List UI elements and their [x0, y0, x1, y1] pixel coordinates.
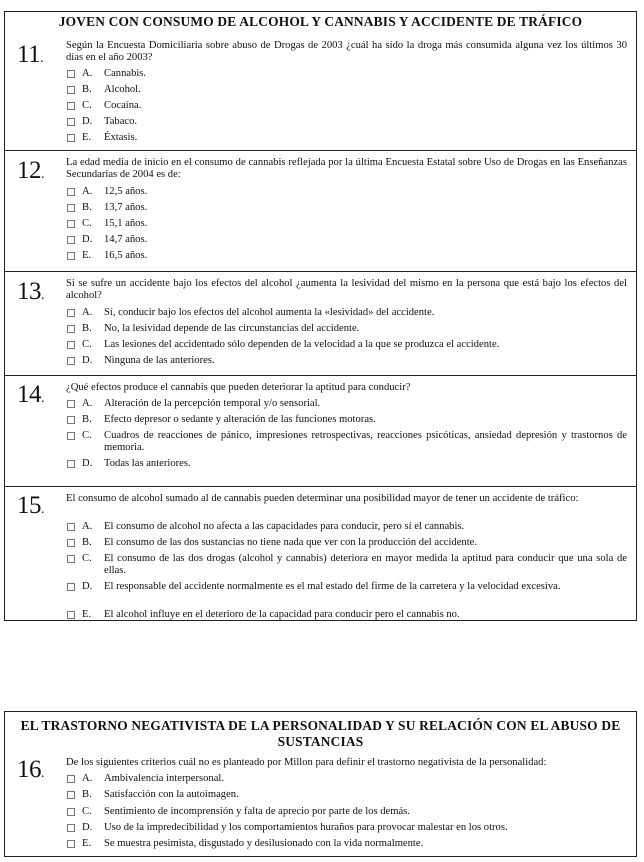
- checkbox-icon[interactable]: [67, 555, 75, 563]
- option-letter: A.: [82, 773, 93, 784]
- option-text: 14,7 años.: [104, 234, 148, 245]
- option-text: 12,5 años.: [104, 186, 148, 197]
- option-text: Ambivalencia interpersonal.: [104, 773, 225, 784]
- option-letter: B.: [82, 323, 92, 334]
- question-stem: El consumo de alcohol sumado al de cannabis pueden determinar una posibilidad mayor de tener un accidente de tráfico:: [66, 493, 579, 504]
- option-letter: A.: [82, 68, 93, 79]
- option-text: Cuadros de reacciones de pánico, impresiones retrospectivas, reacciones psicóticas, ansiedad depresión y trastornos de memoria.: [104, 430, 627, 453]
- option-text: Cocaína.: [104, 100, 142, 111]
- option-letter: E.: [82, 250, 92, 261]
- checkbox-icon[interactable]: [67, 583, 75, 591]
- option-letter: C.: [82, 806, 92, 817]
- checkbox-icon[interactable]: [67, 188, 75, 196]
- checkbox-icon[interactable]: [67, 791, 75, 799]
- option-text: Alteración de la percepción temporal y/o sensorial.: [104, 398, 321, 409]
- checkbox-icon[interactable]: [67, 357, 75, 365]
- option-text: El alcohol influye en el deterioro de la capacidad para conducir pero el cannabis no.: [104, 609, 460, 620]
- checkbox-icon[interactable]: [67, 341, 75, 349]
- checkbox-icon[interactable]: [67, 460, 75, 468]
- option-text: El consumo de las dos sustancias no tiene nada que ver con la producción del accidente.: [104, 537, 478, 548]
- option-letter: D.: [82, 458, 93, 469]
- option-text: Todas las anteriores.: [104, 458, 191, 469]
- question-number: 11.: [17, 41, 44, 68]
- option-letter: D.: [82, 581, 93, 592]
- option-text: Ninguna de las anteriores.: [104, 355, 215, 366]
- option-letter: A.: [82, 398, 93, 409]
- checkbox-icon[interactable]: [67, 824, 75, 832]
- checkbox-icon[interactable]: [67, 775, 75, 783]
- option-letter: D.: [82, 822, 93, 833]
- option-text: Éxtasis.: [104, 132, 138, 143]
- option-text: 15,1 años.: [104, 218, 148, 229]
- option-text: Sentimiento de incomprensión y falta de aprecio por parte de los demás.: [104, 806, 410, 817]
- checkbox-icon[interactable]: [67, 309, 75, 317]
- option-text: Se muestra pesimista, disgustado y desilusionado con la vida normalmente.: [104, 838, 424, 849]
- option-text: Uso de la impredecibilidad y los comportamientos huraños para provocar malestar en los otros.: [104, 822, 508, 833]
- option-text: El consumo de las dos drogas (alcohol y cannabis) deteriora en mayor medida la aptitud para conducir que una sola de ellas.: [104, 553, 627, 576]
- checkbox-icon[interactable]: [67, 325, 75, 333]
- option-letter: C.: [82, 339, 92, 350]
- option-letter: A.: [82, 521, 93, 532]
- question-number: 14.: [17, 381, 44, 408]
- checkbox-icon[interactable]: [67, 204, 75, 212]
- option-text: 16,5 años.: [104, 250, 148, 261]
- checkbox-icon[interactable]: [67, 400, 75, 408]
- checkbox-icon[interactable]: [67, 840, 75, 848]
- option-letter: D.: [82, 234, 93, 245]
- option-text: Las lesiones del accidentado sólo dependen de la velocidad a la que se produzca el accidente.: [104, 339, 500, 350]
- option-text: Sí, conducir bajo los efectos del alcohol aumenta la «lesividad» del accidente.: [104, 307, 435, 318]
- checkbox-icon[interactable]: [67, 416, 75, 424]
- option-letter: E.: [82, 609, 92, 620]
- option-letter: C.: [82, 430, 92, 441]
- checkbox-icon[interactable]: [67, 102, 75, 110]
- option-text: 13,7 años.: [104, 202, 148, 213]
- checkbox-icon[interactable]: [67, 220, 75, 228]
- option-letter: D.: [82, 116, 93, 127]
- option-letter: B.: [82, 414, 92, 425]
- question-number: 13.: [17, 278, 44, 305]
- option-letter: B.: [82, 84, 92, 95]
- checkbox-icon[interactable]: [67, 808, 75, 816]
- checkbox-icon[interactable]: [67, 523, 75, 531]
- question-14: [5, 375, 636, 486]
- checkbox-icon[interactable]: [67, 236, 75, 244]
- checkbox-icon[interactable]: [67, 539, 75, 547]
- option-letter: A.: [82, 186, 93, 197]
- section-title: JOVEN CON CONSUMO DE ALCOHOL Y CANNABIS Y ACCIDENTE DE TRÁFICO: [58, 14, 583, 29]
- option-letter: C.: [82, 553, 92, 564]
- section-box-1: [4, 11, 637, 621]
- question-stem: La edad media de inicio en el consumo de cannabis reflejada por la última Encuesta Estatal sobre Uso de Drogas en las Enseñanzas Secundarias de 2004 es de:: [66, 157, 627, 180]
- question-number: 12.: [17, 157, 44, 184]
- checkbox-icon[interactable]: [67, 611, 75, 619]
- option-text: No, la lesividad depende de las circunstancias del accidente.: [104, 323, 360, 334]
- question-stem: De los siguientes criterios cuál no es planteado por Millon para definir el trastorno negativista de la personalidad:: [66, 757, 547, 768]
- question-16: [5, 752, 636, 852]
- question-stem: Según la Encuesta Domiciliaria sobre abuso de Drogas de 2003 ¿cuál ha sido la droga más consumida alguna vez los últimos 30 días en el año 2003?: [66, 40, 627, 63]
- option-text: Satisfacción con la autoimagen.: [104, 789, 239, 800]
- question-number: 15.: [17, 492, 44, 519]
- option-text: Efecto depresor o sedante y alteración de las funciones motoras.: [104, 414, 376, 425]
- question-stem: Si se sufre un accidente bajo los efectos del alcohol ¿aumenta la lesividad del mismo en la persona que está bajo los efectos del alcohol?: [66, 278, 627, 301]
- option-letter: E.: [82, 132, 92, 143]
- option-letter: E.: [82, 838, 92, 849]
- option-letter: C.: [82, 218, 92, 229]
- checkbox-icon[interactable]: [67, 432, 75, 440]
- option-text: Alcohol.: [104, 84, 141, 95]
- checkbox-icon[interactable]: [67, 252, 75, 260]
- question-number: 16.: [17, 756, 44, 783]
- question-15: [5, 486, 636, 621]
- option-letter: D.: [82, 355, 93, 366]
- option-text: Tabaco.: [104, 116, 138, 127]
- checkbox-icon[interactable]: [67, 134, 75, 142]
- option-letter: C.: [82, 100, 92, 111]
- option-text: El responsable del accidente normalmente es el mal estado del firme de la carretera y la velocidad excesiva.: [104, 581, 561, 592]
- section-title: EL TRASTORNO NEGATIVISTA DE LA PERSONALIDAD Y SU RELACIÓN CON EL ABUSO DE SUSTANCIAS: [20, 718, 621, 749]
- question-stem: ¿Qué efectos produce el cannabis que pueden deteriorar la aptitud para conducir?: [66, 382, 411, 393]
- checkbox-icon[interactable]: [67, 86, 75, 94]
- section-box-2: [4, 711, 637, 857]
- question-11: [5, 34, 636, 149]
- option-letter: B.: [82, 789, 92, 800]
- checkbox-icon[interactable]: [67, 118, 75, 126]
- question-12: [5, 150, 636, 271]
- option-letter: B.: [82, 537, 92, 548]
- option-text: El consumo de alcohol no afecta a las capacidades para conducir, pero sí el cannabis.: [104, 521, 465, 532]
- option-text: Cannabis.: [104, 68, 147, 79]
- checkbox-icon[interactable]: [67, 70, 75, 78]
- option-letter: B.: [82, 202, 92, 213]
- question-13: [5, 271, 636, 375]
- option-letter: A.: [82, 307, 93, 318]
